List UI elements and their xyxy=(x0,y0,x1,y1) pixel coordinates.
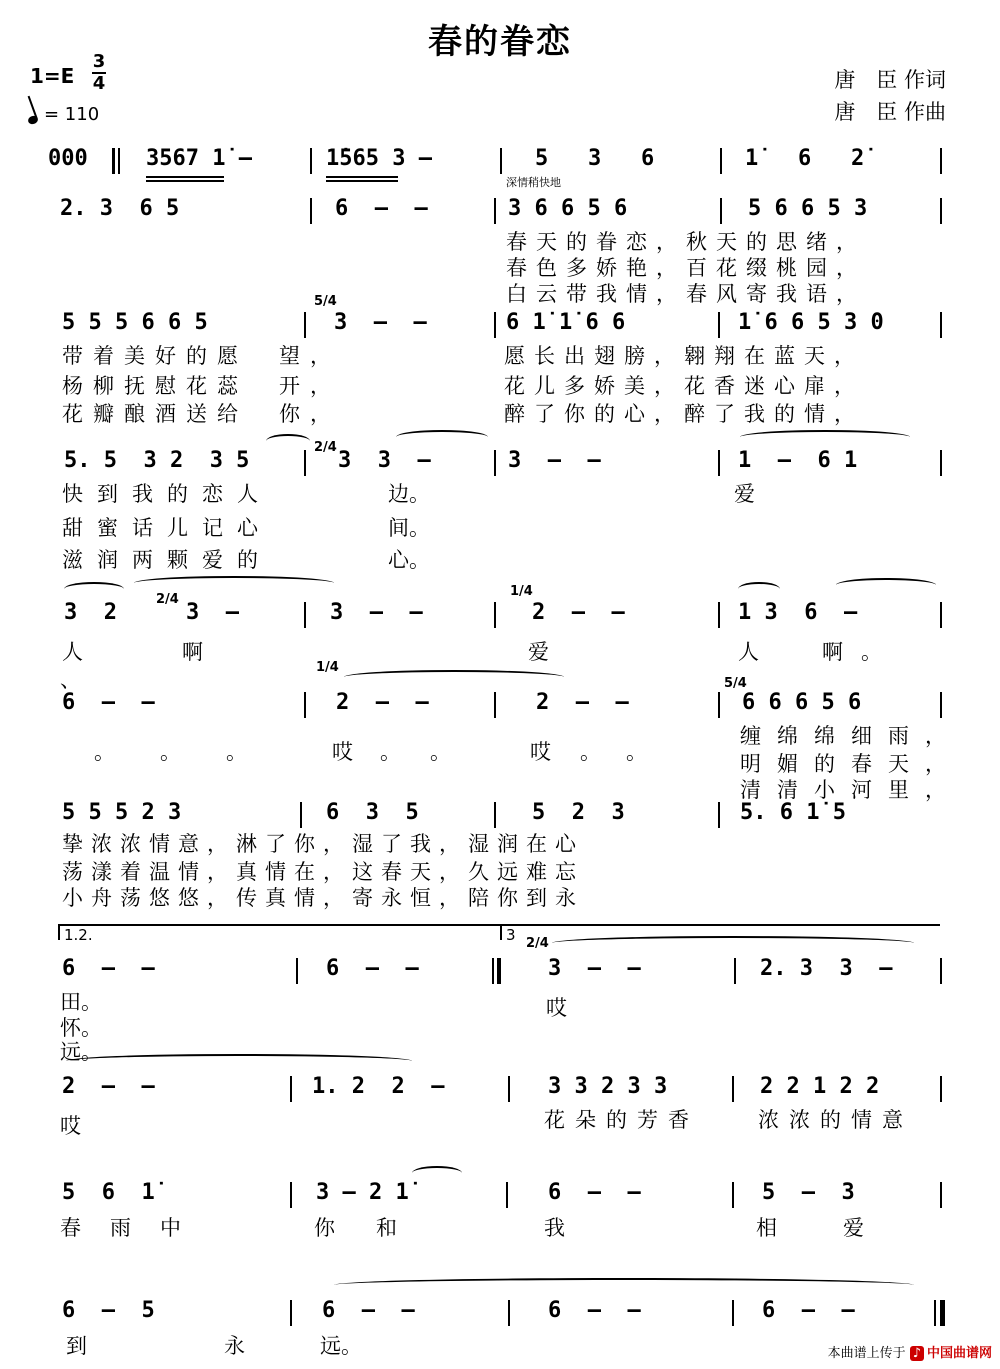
measure: 1̇ 6 6 5 3 0 xyxy=(738,310,884,335)
lyric-line: 醉了你的心，醉了我的情， xyxy=(504,402,864,426)
lyric-line: 挚浓浓情意，淋了你，湿了我，湿润在心 xyxy=(62,832,584,856)
measure: 3 – – xyxy=(548,956,641,981)
measure: 3 – – xyxy=(334,310,427,335)
composer-credit: 唐 臣 作曲 xyxy=(834,100,946,124)
lyric-line: 小舟荡悠悠，传真情，寄永恒，陪你到永 xyxy=(62,886,584,910)
lyric-word: 。 xyxy=(626,740,647,764)
slur xyxy=(344,670,564,684)
lyric-line: 清清小河里， xyxy=(740,778,962,802)
measure: 5 3 6 xyxy=(535,146,655,171)
time-signature-change: 2/4 xyxy=(156,592,179,607)
measure: 3 – 2 1̇ xyxy=(316,1180,409,1205)
lyric-word: 爱 xyxy=(734,482,755,506)
lyric-line: 花瓣酿酒送给 你， xyxy=(62,402,341,426)
lyric-word: 。 xyxy=(94,740,115,764)
lyric-word: 啊。 xyxy=(822,640,900,664)
measure: 5 6 1̇ xyxy=(62,1180,155,1205)
score-row-7 xyxy=(0,800,1000,830)
time-signature-change: 5/4 xyxy=(314,294,337,309)
measure: 1̇ 6 2̇ xyxy=(745,146,865,171)
measure: 6 – – xyxy=(322,1298,415,1323)
site-logo-icon: ♪ xyxy=(910,1346,924,1361)
measure: 3 – xyxy=(186,600,239,625)
lyric-line: 愿长出翅膀，翱翔在蓝天， xyxy=(504,344,864,368)
time-signature-change: 2/4 xyxy=(526,936,549,951)
tempo-value: = 110 xyxy=(44,104,100,125)
slur xyxy=(64,582,124,596)
lyric-line: 春色多娇艳，百花缀桃园， xyxy=(506,256,866,280)
slur xyxy=(552,936,914,950)
score-row-8 xyxy=(0,956,1000,986)
measure: 2 – – xyxy=(536,690,629,715)
measure: 2 – – xyxy=(62,1074,155,1099)
lyric-word: 。 xyxy=(160,740,181,764)
measure: 2. 3 3 – xyxy=(760,956,893,981)
lyric-line: 白云带我情，春风寄我语， xyxy=(506,282,866,306)
lyric-line: 快到我的恋人 xyxy=(62,482,272,506)
time-signature xyxy=(92,52,106,94)
lyric-line: 缠绵绵细雨， xyxy=(740,724,962,748)
lyric-word: 。 xyxy=(580,740,601,764)
measure: 5 5 5 2 3 xyxy=(62,800,182,825)
measure: 1 3 6 – xyxy=(738,600,858,625)
measure: 1. 2 2 – xyxy=(312,1074,445,1099)
time-signature-change: 1/4 xyxy=(316,660,339,675)
score-row-1 xyxy=(0,146,1000,176)
lyric-line: 花儿多娇美，花香迷心扉， xyxy=(504,374,864,398)
lyricist-credit: 唐 臣 作词 xyxy=(834,68,946,92)
lyric-line: 浓浓的情意 xyxy=(758,1108,913,1132)
measure: 3 – – xyxy=(508,448,601,473)
measure: 5 6 6 5 3 xyxy=(748,196,868,221)
measure: 6 – – xyxy=(62,956,155,981)
lyric-line: 明媚的春天， xyxy=(740,752,962,776)
meter-top: 3 xyxy=(92,51,106,72)
lyric-word: 哎 xyxy=(530,740,551,764)
measure: 6 – – xyxy=(548,1298,641,1323)
lyric-word: 人 xyxy=(738,640,759,664)
score-row-5 xyxy=(0,600,1000,630)
slur xyxy=(66,1054,412,1068)
site-name[interactable]: 中国曲谱网 xyxy=(926,1346,992,1361)
score-row-6 xyxy=(0,690,1000,720)
measure: 6 – – xyxy=(62,690,155,715)
lyric-word: 。 xyxy=(226,740,247,764)
lyric-line: 甜蜜话儿记心 xyxy=(62,516,272,540)
lyric-line: 田。 xyxy=(60,990,102,1014)
measure: 6 – – xyxy=(326,956,419,981)
measure: 5. 5 3 2 3 5 xyxy=(64,448,250,473)
lyric-word: 人 xyxy=(62,640,83,664)
expression-marking: 深情稍快地 xyxy=(506,176,561,189)
slur xyxy=(836,578,936,592)
score-row-2 xyxy=(0,196,1000,226)
lyric-line: 滋润两颗爱的 xyxy=(62,548,272,572)
measure: 6 – – xyxy=(548,1180,641,1205)
lyric-line: 荡漾着温情，真情在，这春天，久远难忘 xyxy=(62,860,584,884)
score-row-3 xyxy=(0,310,1000,340)
measure: 1 – 6 1 xyxy=(738,448,858,473)
lyric-line: 心。 xyxy=(388,548,430,572)
measure: 6 – – xyxy=(762,1298,855,1323)
measure: 2 – – xyxy=(336,690,429,715)
measure: 2. 3 6 5 xyxy=(60,196,180,221)
lyric-word: 。 xyxy=(380,740,401,764)
lyric-word: 远。 xyxy=(320,1334,362,1358)
slur xyxy=(334,1278,914,1292)
slur xyxy=(266,434,310,448)
lyric-line: 你 和 xyxy=(314,1216,407,1240)
measure: 000 xyxy=(48,146,88,171)
measure: 3567 1̇ – xyxy=(146,146,252,171)
score-row-11 xyxy=(0,1298,1000,1328)
measure: 5 5 5 6 6 5 xyxy=(62,310,208,335)
lyric-word: 永 xyxy=(224,1334,245,1358)
slur xyxy=(738,582,780,596)
page-title: 春的眷恋 xyxy=(428,22,572,62)
quarter-note-icon xyxy=(27,115,39,126)
score-row-10 xyxy=(0,1180,1000,1210)
slur xyxy=(412,1166,462,1180)
lyric-word: 爱 xyxy=(528,640,549,664)
lyric-word: 哎 xyxy=(332,740,353,764)
lyric-line: 花朵的芳香 xyxy=(544,1108,699,1132)
measure: 1̇565 3 – xyxy=(326,146,432,171)
lyric-line: 边。 xyxy=(388,482,430,506)
lyric-line: 春天的眷恋，秋天的思绪， xyxy=(506,230,866,254)
lyric-word: 哎 xyxy=(546,996,567,1020)
time-signature-change: 1/4 xyxy=(510,584,533,599)
measure: 2 – – xyxy=(532,600,625,625)
lyric-word: 到 xyxy=(66,1334,87,1358)
lyric-line: 带着美好的愿 望， xyxy=(62,344,341,368)
footer-text: 本曲谱上传于 xyxy=(827,1346,906,1361)
measure: 6 6 6 5 6 xyxy=(742,690,862,715)
measure: 6 – – xyxy=(335,196,428,221)
meter-bottom: 4 xyxy=(92,73,106,94)
score-row-4 xyxy=(0,448,1000,478)
measure: 6 3 5 xyxy=(326,800,419,825)
measure: 5 2 3 xyxy=(532,800,625,825)
measure: 3 3 2 3 3 xyxy=(548,1074,668,1099)
measure: 3 6 6 5 6 xyxy=(508,196,628,221)
measure: 2 2 1 2 2 xyxy=(760,1074,880,1099)
key-signature: 1=E xyxy=(30,64,75,88)
lyric-line: 相 爱 xyxy=(756,1216,872,1240)
measure: 6 1̇ 1̇ 6 6 xyxy=(506,310,626,335)
lyric-line: 远。 xyxy=(60,1040,102,1064)
lyric-line: 怀。 xyxy=(60,1016,102,1040)
time-signature-change: 5/4 xyxy=(724,676,747,691)
upload-footer xyxy=(828,1342,992,1361)
lyric-word: 啊 xyxy=(182,640,203,664)
time-signature-change: 2/4 xyxy=(314,440,337,455)
volta-bracket: 1.2. xyxy=(58,924,504,940)
lyric-word: 。 xyxy=(430,740,451,764)
lyric-word: 哎 xyxy=(60,1114,81,1138)
measure: 3 2 xyxy=(64,600,117,625)
lyric-line: 杨柳抚慰花蕊 开， xyxy=(62,374,341,398)
tempo-marking xyxy=(28,104,99,125)
lyric-line: 春 雨 中 xyxy=(60,1216,185,1240)
lyric-line: 间。 xyxy=(388,516,430,540)
measure: 3 3 – xyxy=(338,448,431,473)
measure: 6 – 5 xyxy=(62,1298,155,1323)
slur xyxy=(740,430,910,444)
volta-bracket: 3 xyxy=(500,924,940,940)
score-row-9 xyxy=(0,1074,1000,1104)
slur xyxy=(134,576,334,590)
measure: 5 – 3 xyxy=(762,1180,855,1205)
lyric-mark: 、 xyxy=(60,668,81,692)
lyric-line: 我 xyxy=(544,1216,565,1240)
slur xyxy=(396,430,488,444)
measure: 3 – – xyxy=(330,600,423,625)
measure: 5. 6 1̇ 5 xyxy=(740,800,846,825)
